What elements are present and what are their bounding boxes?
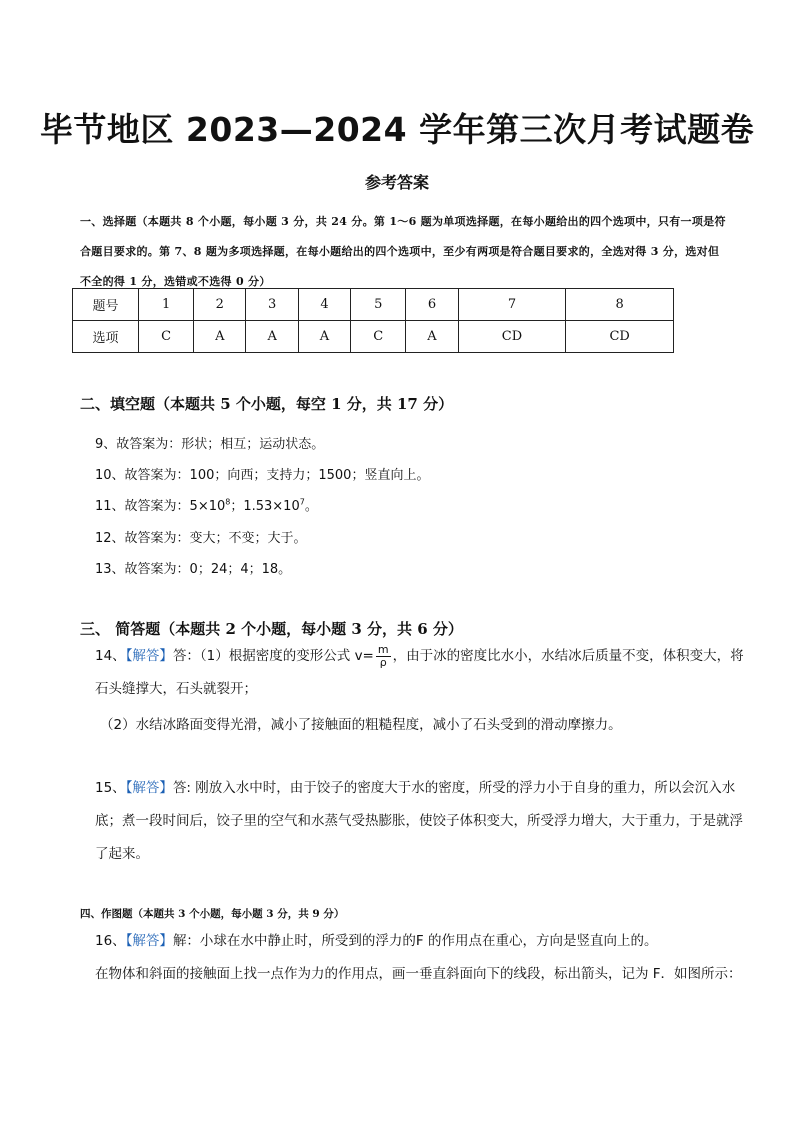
page-subtitle: 参考答案 bbox=[364, 173, 429, 192]
answer-q16-part2: 在物体和斜面的接触面上找一点作为力的作用点，画一垂直斜面向下的线段，标出箭头，记为 F．如图所示： bbox=[95, 966, 742, 982]
table-row-header: 题号 bbox=[73, 289, 139, 321]
answer-q13: 13、故答案为：0；24；4；18。 bbox=[95, 562, 292, 577]
answer-cell: A bbox=[298, 321, 350, 353]
answer-q9: 9、故答案为：形状；相互；运动状态。 bbox=[95, 437, 325, 452]
question-number-cell: 1 bbox=[139, 289, 194, 321]
fraction-m-over-rho bbox=[376, 644, 391, 669]
table-row bbox=[73, 289, 674, 321]
answer-cell: CD bbox=[566, 321, 674, 353]
q15-text: 答: 刚放入水中时，由于饺子的密度大于水的密度，所受的浮力小于自身的重力，所以会沉入水底；煮一段时间后，饺子里的空气和水蒸气受热膨胀，使饺子体积变大，所受浮力增大，大于重力，于是就浮了起来。 bbox=[95, 780, 743, 862]
answer-q12: 12、故答案为：变大；不变；大于。 bbox=[95, 531, 307, 546]
q11-exponent: 7 bbox=[299, 497, 305, 507]
answer-q14 bbox=[95, 640, 745, 706]
solution-tag: 【解答】 bbox=[125, 780, 173, 796]
table-row bbox=[73, 321, 674, 353]
answer-q16 bbox=[95, 925, 745, 958]
solution-tag: 【解答】 bbox=[125, 933, 173, 949]
question-number-cell: 4 bbox=[298, 289, 350, 321]
question-number: 15、 bbox=[95, 780, 126, 796]
answer-cell: CD bbox=[458, 321, 566, 353]
question-number: 14、 bbox=[95, 648, 126, 664]
section4-heading: 四、作图题（本题共 3 个小题，每小题 3 分，共 9 分） bbox=[80, 908, 345, 920]
answer-q15 bbox=[95, 772, 745, 871]
q14-text: ，由于冰的密度比水小，水结冰后质量不变，体积变大，将石头缝撑大，石头就裂开； bbox=[95, 648, 744, 697]
answer-q11 bbox=[95, 495, 318, 514]
answer-cell: A bbox=[194, 321, 246, 353]
question-number-cell: 2 bbox=[194, 289, 246, 321]
answer-q10: 10、故答案为：100；向西；支持力；1500；竖直向上。 bbox=[95, 468, 430, 483]
q11-exponent: 8 bbox=[225, 497, 231, 507]
answer-cell: A bbox=[406, 321, 458, 353]
section3-heading: 三、 简答题（本题共 2 个小题，每小题 3 分，共 6 分） bbox=[80, 620, 463, 638]
question-number-cell: 3 bbox=[246, 289, 298, 321]
table-row-header: 选项 bbox=[73, 321, 139, 353]
question-number: 16、 bbox=[95, 933, 126, 949]
q16-text: 解：小球在水中静止时，所受到的浮力的F 的作用点在重心，方向是竖直向上的。 bbox=[172, 933, 658, 949]
answer-table bbox=[72, 288, 674, 353]
fraction-denominator: ρ bbox=[379, 655, 387, 669]
section1-instructions: 一、选择题（本题共 8 个小题，每小题 3 分，共 24 分。第 1～6 题为单项选择题，在每小题给出的四个选项中，只有一项是符合题目要求的。第 7、8 题为多项选择题，在每小题给出的四个选项中，至少有两项是符合题目要求的，全选对得 3 分，选对但不全的得 1 分，选错或不选得 0 分） bbox=[80, 215, 726, 288]
section2-heading: 二、填空题（本题共 5 个小题，每空 1 分，共 17 分） bbox=[80, 395, 454, 413]
q11-part: 。 bbox=[304, 499, 318, 514]
q14-text: 答：（1）根据密度的变形公式 v= bbox=[172, 648, 374, 664]
answer-cell: C bbox=[351, 321, 406, 353]
question-number-cell: 6 bbox=[406, 289, 458, 321]
q11-part: ；1.53×10 bbox=[230, 499, 300, 514]
q11-part: 11、故答案为：5×10 bbox=[95, 499, 226, 514]
question-number-cell: 7 bbox=[458, 289, 566, 321]
question-number-cell: 5 bbox=[351, 289, 406, 321]
question-number-cell: 8 bbox=[566, 289, 674, 321]
page-title: 毕节地区 2023—2024 学年第三次月考试题卷 bbox=[39, 110, 755, 149]
answer-cell: A bbox=[246, 321, 298, 353]
answer-cell: C bbox=[139, 321, 194, 353]
answer-q14-part2: （2）水结冰路面变得光滑，减小了接触面的粗糙程度，减小了石头受到的滑动摩擦力。 bbox=[100, 717, 622, 733]
fraction-numerator: m bbox=[377, 642, 389, 656]
solution-tag: 【解答】 bbox=[125, 648, 173, 664]
